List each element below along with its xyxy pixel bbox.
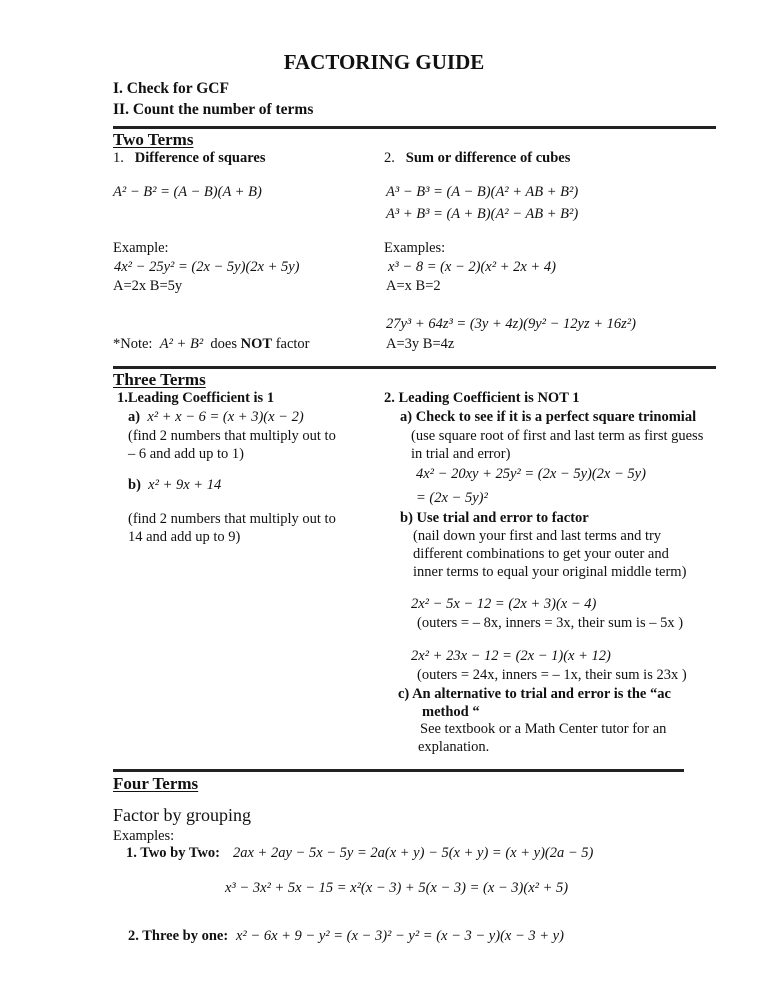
cubes-example-2: 27y³ + 64z³ = (3y + 4z)(9y² − 12yz + 16z²) bbox=[386, 316, 636, 332]
leading-one-a-hint-1: (find 2 numbers that multiply out to bbox=[128, 428, 336, 444]
trial-error-example-1-note: (outers = – 8x, inners = 3x, their sum is – 5x ) bbox=[417, 615, 684, 631]
cubes-heading bbox=[384, 150, 570, 167]
examples-label: Examples: bbox=[384, 240, 446, 256]
note-sum-of-squares bbox=[113, 336, 310, 353]
four-terms-examples-label: Examples: bbox=[113, 828, 175, 844]
three-by-one-formula: x² − 6x + 9 − y² = (x − 3)² − y² = (x − 3 − y)(x − 3 + y) bbox=[236, 928, 564, 944]
difference-of-squares-heading bbox=[113, 150, 266, 167]
leading-one-b-hint-2: 14 and add up to 9) bbox=[128, 529, 241, 545]
item-number: 1. bbox=[113, 150, 124, 166]
heading-four-terms: Four Terms bbox=[113, 774, 199, 793]
three-by-one-label: 2. Three by one: bbox=[128, 928, 229, 944]
ac-method-label-2: method “ bbox=[422, 704, 480, 720]
ac-method-text-1: See textbook or a Math Center tutor for an bbox=[420, 721, 667, 737]
note-mid: does bbox=[210, 336, 238, 352]
two-by-two-label: 1. Two by Two: bbox=[126, 845, 221, 861]
page-title: FACTORING GUIDE bbox=[283, 50, 485, 74]
leading-one-a-hint-2: – 6 and add up to 1) bbox=[128, 446, 244, 462]
factor-by-grouping: Factor by grouping bbox=[113, 805, 251, 825]
perfect-square-hint-1: (use square root of first and last term as first guess bbox=[411, 428, 704, 444]
heading-two-terms: Two Terms bbox=[113, 130, 194, 149]
trial-error-hint-2: different combinations to get your outer and bbox=[413, 546, 669, 562]
formula: x² + 9x + 14 bbox=[148, 477, 222, 493]
difference-of-cubes-formula: A³ − B³ = (A − B)(A² + AB + B²) bbox=[386, 184, 579, 200]
note-suffix: factor bbox=[275, 336, 310, 352]
cubes-example-1-values: A=x B=2 bbox=[386, 278, 441, 294]
perfect-square-label: a) Check to see if it is a perfect square trinomial bbox=[400, 409, 697, 425]
leading-one-example-b bbox=[128, 477, 221, 494]
divider-three-terms bbox=[113, 366, 716, 369]
note-formula: A² + B² bbox=[159, 336, 204, 352]
example-label: Example: bbox=[113, 240, 169, 256]
example-values: A=2x B=5y bbox=[113, 278, 183, 294]
perfect-square-formula: 4x² − 20xy + 25y² = (2x − 5y)(2x − 5y) bbox=[416, 466, 646, 482]
two-by-two-formula: 2ax + 2ay − 5x − 5y = 2a(x + y) − 5(x + y) = (x + y)(2a − 5) bbox=[233, 845, 594, 861]
leading-coefficient-one-label: 1.Leading Coefficient is 1 bbox=[117, 390, 275, 406]
difference-of-squares-formula: A² − B² = (A − B)(A + B) bbox=[113, 184, 262, 200]
cubes-example-1: x³ − 8 = (x − 2)(x² + 2x + 4) bbox=[388, 259, 556, 275]
item-number: 2. bbox=[384, 150, 395, 166]
divider-four-terms bbox=[113, 769, 684, 772]
trial-error-example-1: 2x² − 5x − 12 = (2x + 3)(x − 4) bbox=[411, 596, 597, 612]
item-label: Sum or difference of cubes bbox=[405, 150, 571, 166]
grouping-example-2: x³ − 3x² + 5x − 15 = x²(x − 3) + 5(x − 3) = (x − 3)(x² + 5) bbox=[225, 880, 569, 896]
difference-of-squares-example: 4x² − 25y² = (2x − 5y)(2x + 5y) bbox=[114, 259, 300, 275]
item-label: b) bbox=[128, 477, 141, 493]
heading-three-terms: Three Terms bbox=[113, 370, 206, 389]
leading-coefficient-not-one-label: 2. Leading Coefficient is NOT 1 bbox=[384, 390, 580, 406]
step-check-gcf: I. Check for GCF bbox=[113, 80, 229, 97]
divider-two-terms bbox=[113, 126, 716, 129]
trial-error-hint-1: (nail down your first and last terms and try bbox=[413, 528, 662, 544]
ac-method-text-2: explanation. bbox=[418, 739, 490, 755]
leading-one-example-a bbox=[128, 409, 304, 426]
note-prefix: *Note: bbox=[113, 336, 153, 352]
trial-error-hint-3: inner terms to equal your original middle term) bbox=[413, 564, 687, 580]
trial-error-example-2-note: (outers = 24x, inners = – 1x, their sum is 23x ) bbox=[417, 667, 687, 683]
perfect-square-formula-2: = (2x − 5y)² bbox=[416, 490, 488, 506]
trial-error-label: b) Use trial and error to factor bbox=[400, 510, 589, 526]
trial-error-example-2: 2x² + 23x − 12 = (2x − 1)(x + 12) bbox=[411, 648, 611, 664]
note-bold: NOT bbox=[240, 336, 273, 352]
item-label: a) bbox=[128, 409, 141, 425]
item-label: Difference of squares bbox=[134, 150, 266, 166]
cubes-example-2-values: A=3y B=4z bbox=[386, 336, 455, 352]
formula: x² + x − 6 = (x + 3)(x − 2) bbox=[147, 409, 304, 425]
sum-of-cubes-formula: A³ + B³ = (A + B)(A² − AB + B²) bbox=[386, 206, 579, 222]
step-count-terms: II. Count the number of terms bbox=[113, 101, 314, 118]
perfect-square-hint-2: in trial and error) bbox=[411, 446, 511, 462]
ac-method-label-1: c) An alternative to trial and error is the “ac bbox=[398, 686, 671, 702]
leading-one-b-hint-1: (find 2 numbers that multiply out to bbox=[128, 511, 336, 527]
